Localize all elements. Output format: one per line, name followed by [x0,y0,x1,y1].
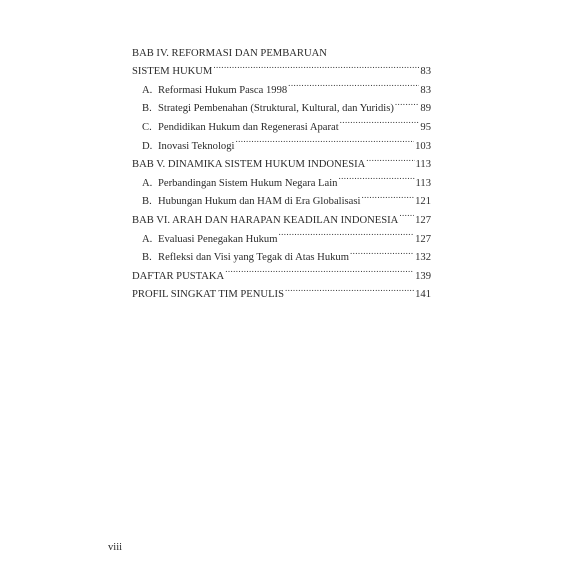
toc-page-number: 95 [420,121,431,133]
toc-entry-title: Perbandingan Sistem Hukum Negara Lain [158,177,338,189]
toc-page-number: 127 [415,233,431,245]
toc-page-number: 103 [415,140,431,152]
toc-entry-letter: B. [142,252,152,264]
toc-dot-leader [399,204,414,223]
toc-page-number: 127 [415,214,431,226]
toc-entry-title: BAB VI. ARAH DAN HARAPAN KEADILAN INDONESIA [132,214,399,226]
toc-entry-title: BAB IV. REFORMASI DAN PEMBARUAN [132,47,327,59]
toc-entry-letter: B. [142,196,152,208]
toc-entry-letter: A. [142,84,153,96]
toc-entry-letter: D. [142,140,153,152]
toc-dot-leader [285,279,414,298]
toc-entry-title: Strategi Pembenahan (Struktural, Kultural, dan Yuridis) [158,103,394,115]
toc-page-number: 121 [415,196,431,208]
toc-dot-leader [225,260,414,279]
toc-entry-title: Refleksi dan Visi yang Tegak di Atas Hukum [158,252,349,264]
toc-page-number: 113 [415,177,431,189]
toc-entry-title: PROFIL SINGKAT TIM PENULIS [132,289,284,301]
toc-entry-title: Inovasi Teknologi [158,140,235,152]
toc-page-number: 132 [415,252,431,264]
toc-dot-leader [366,149,414,168]
toc-page-number: 89 [420,103,431,115]
toc-entry-title: Evaluasi Penegakan Hukum [158,233,278,245]
toc-entry-title: Reformasi Hukum Pasca 1998 [158,84,288,96]
toc-dot-leader [213,56,419,75]
toc-dot-leader [338,167,414,186]
toc-entry-title: DAFTAR PUSTAKA [132,270,225,282]
toc-entry-title: BAB V. DINAMIKA SISTEM HUKUM INDONESIA [132,159,366,171]
toc-entry-letter: B. [142,103,152,115]
toc-page-number: 83 [420,84,431,96]
toc-dot-leader [288,74,419,93]
toc-dot-leader [235,130,414,149]
toc-entry-letter: A. [142,233,153,245]
table-of-contents [132,37,431,301]
toc-entry-letter: A. [142,177,153,189]
toc-entry-letter: C. [142,121,152,133]
toc-page-number: 139 [415,270,431,282]
toc-dot-leader [350,242,414,261]
toc-page-number: 141 [415,289,431,301]
page-folio: viii [108,542,123,553]
toc-page-number: 113 [415,159,431,171]
toc-entry-title: Hubungan Hukum dan HAM di Era Globalisasi [158,196,361,208]
toc-entry-title: Pendidikan Hukum dan Regenerasi Aparat [158,121,339,133]
toc-dot-leader [278,223,414,242]
toc-dot-leader [361,186,414,205]
toc-entry-title: SISTEM HUKUM [132,66,213,78]
toc-chapter-entry [132,37,431,59]
toc-page-number: 83 [420,66,431,78]
toc-dot-leader [340,111,420,130]
toc-dot-leader [395,93,420,112]
toc-dot-leader [328,37,430,56]
